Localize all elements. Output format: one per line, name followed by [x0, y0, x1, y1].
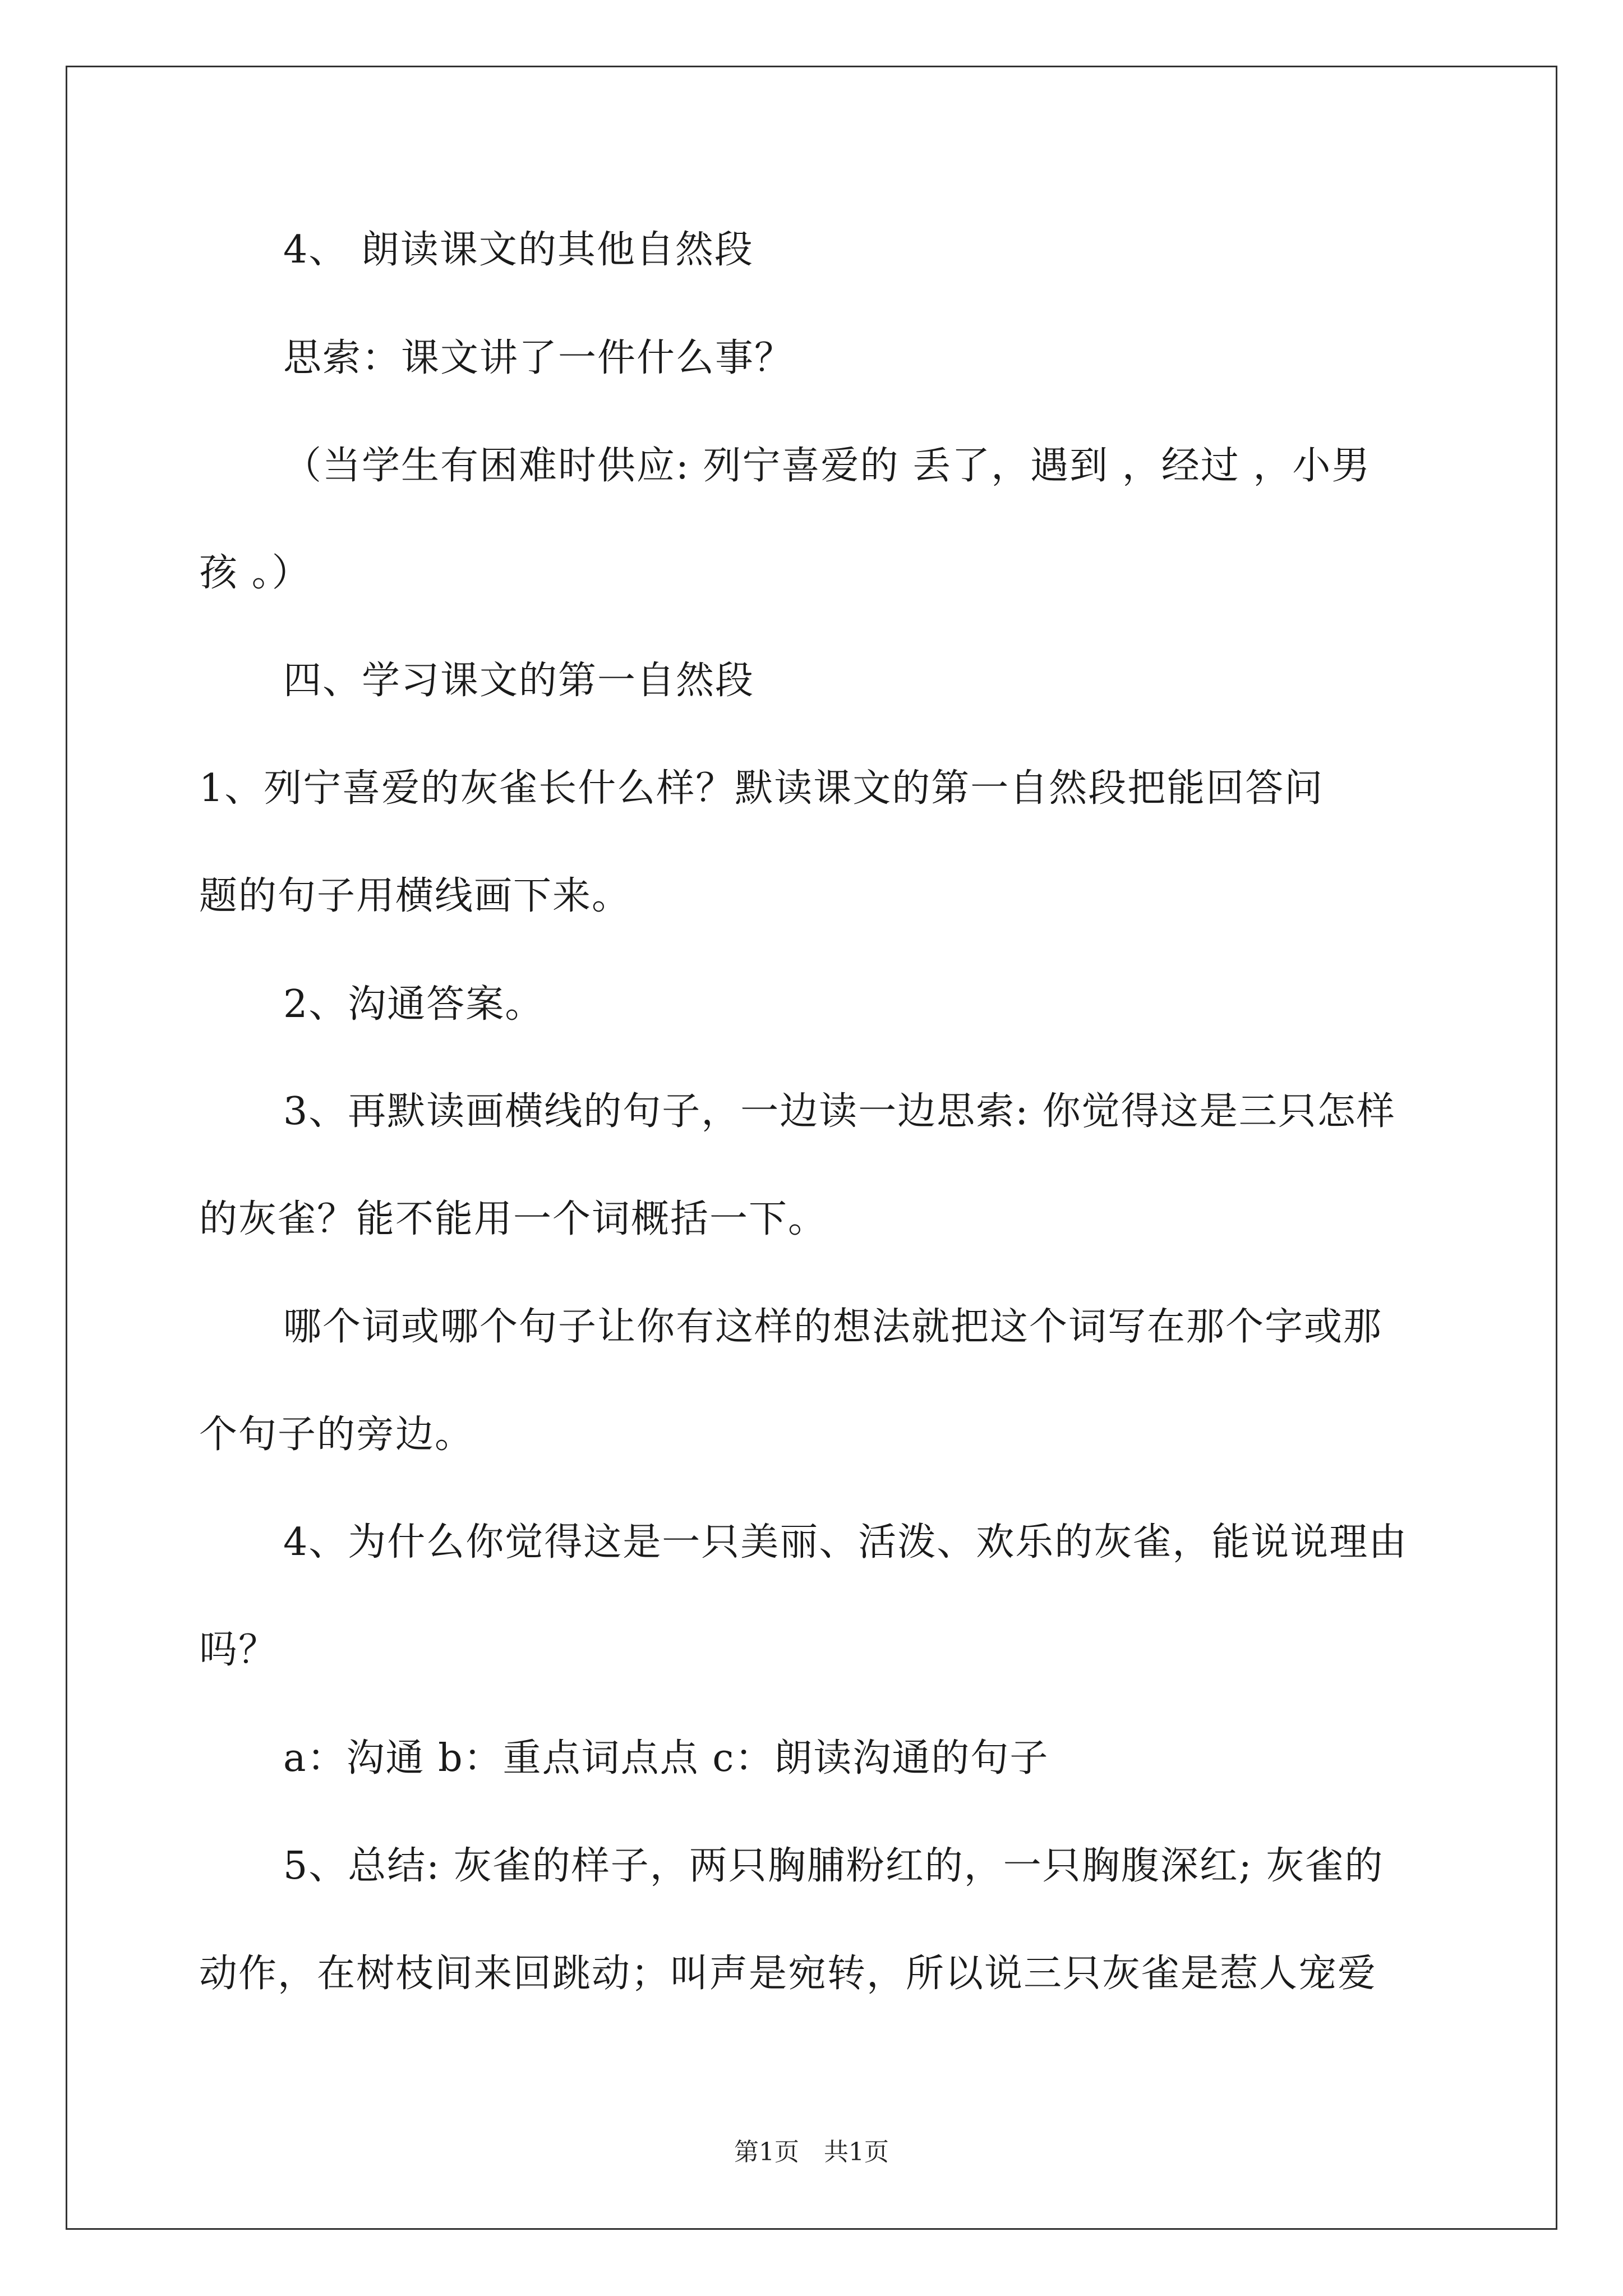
- paragraph-line-7: 题的句子用横线画下来。: [199, 874, 631, 918]
- paragraph-line-13: 4、为什么你觉得这是一只美丽、活泼、欢乐的灰雀，能说说理由: [283, 1520, 1408, 1565]
- paragraph-line-2: 思索：课文讲了一件什么事？: [283, 336, 794, 380]
- page-number-footer: 第1页 共1页: [734, 2138, 889, 2166]
- section-heading: 四、学习课文的第一自然段: [283, 659, 755, 703]
- paragraph-line-11: 哪个词或哪个句子让你有这样的想法就把这个词写在那个字或那: [283, 1305, 1383, 1349]
- paragraph-line-6: 1、列宁喜爱的灰雀长什么样？默读课文的第一自然段把能回答问: [199, 766, 1324, 811]
- paragraph-line-12: 个句子的旁边。: [199, 1412, 474, 1457]
- page-border: [66, 66, 1557, 2230]
- paragraph-line-1: 4、 朗读课文的其他自然段: [283, 228, 754, 272]
- paragraph-line-9: 3、再默读画横线的句子，一边读一边思索: 你觉得这是三只怎样: [283, 1089, 1396, 1134]
- paragraph-line-8: 2、沟通答案。: [283, 982, 545, 1027]
- paragraph-line-16: 5、总结: 灰雀的样子，两只胸脯粉红的，一只胸腹深红; 灰雀的: [283, 1844, 1384, 1888]
- paragraph-line-3: （当学生有困难时供应: 列宁喜爱的 丢了，遇到 ，经过 ，小男: [283, 444, 1371, 488]
- paragraph-line-14: 吗？: [199, 1628, 278, 1672]
- paragraph-line-17: 动作，在树枝间来回跳动；叫声是宛转，所以说三只灰雀是惹人宠爱: [199, 1952, 1377, 1996]
- paragraph-line-10: 的灰雀？能不能用一个词概括一下。: [199, 1197, 828, 1241]
- paragraph-line-15: a：沟通 b：重点词点点 c：朗读沟通的句子: [283, 1736, 1049, 1780]
- paragraph-line-4: 孩 。）: [199, 551, 311, 595]
